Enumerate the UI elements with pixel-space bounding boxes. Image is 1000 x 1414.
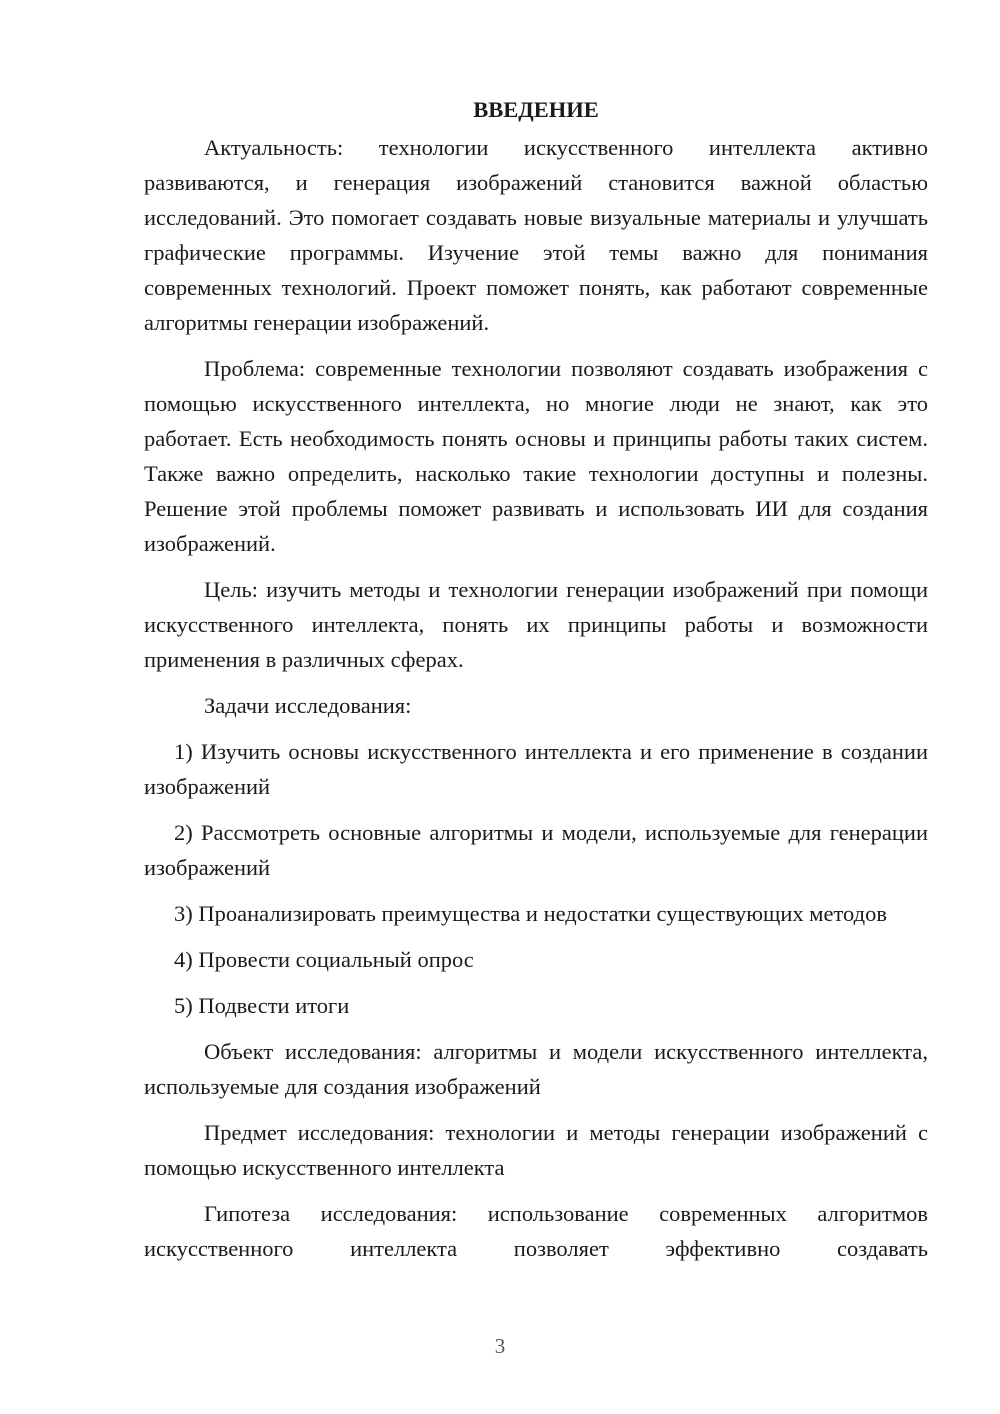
tasks-heading: Задачи исследования: [204,693,412,718]
task-item-3: 3) Проанализировать преимущества и недостатки существующих методов [174,901,887,926]
subject-paragraph: Предмет исследования: технологии и методы генерации изображений с помощью искусственного интеллекта [144,1120,928,1180]
page-number: 3 [494,1334,506,1358]
goal-paragraph: Цель: изучить методы и технологии генерации изображений при помощи искусственного интеллекта, понять их принципы работы и возможности применения в различных сферах. [144,577,928,672]
problem-paragraph: Проблема: современные технологии позволяют создавать изображения с помощью искусственного интеллекта, но многие люди не знают, как это работает. Есть необходимость понять основы и принципы работы таких систем. Также важно определить, насколько такие технологии доступны и полезны. Решение этой проблемы поможет развивать и использовать ИИ для создания изображений. [144,356,928,556]
hypothesis-paragraph: Гипотеза исследования: использование современных алгоритмов искусственного интеллекта позволяет эффективно создавать [144,1201,928,1261]
task-item-4: 4) Провести социальный опрос [174,947,474,972]
object-paragraph: Объект исследования: алгоритмы и модели искусственного интеллекта, используемые для создания изображений [144,1039,928,1099]
task-item-1: 1) Изучить основы искусственного интеллекта и его применение в создании изображений [144,739,928,799]
task-item-5: 5) Подвести итоги [174,993,350,1018]
document-page [144,92,928,1277]
relevance-paragraph: Актуальность: технологии искусственного интеллекта активно развиваются, и генерация изображений становится важной областью исследований. Это помогает создавать новые визуальные материалы и улучшать графические программы. Изучение этой темы важно для понимания современных технологий. Проект поможет понять, как работают современные алгоритмы генерации изображений. [144,135,928,335]
section-title: ВВЕДЕНИЕ [473,97,599,122]
task-item-2: 2) Рассмотреть основные алгоритмы и модели, используемые для генерации изображений [144,820,928,880]
